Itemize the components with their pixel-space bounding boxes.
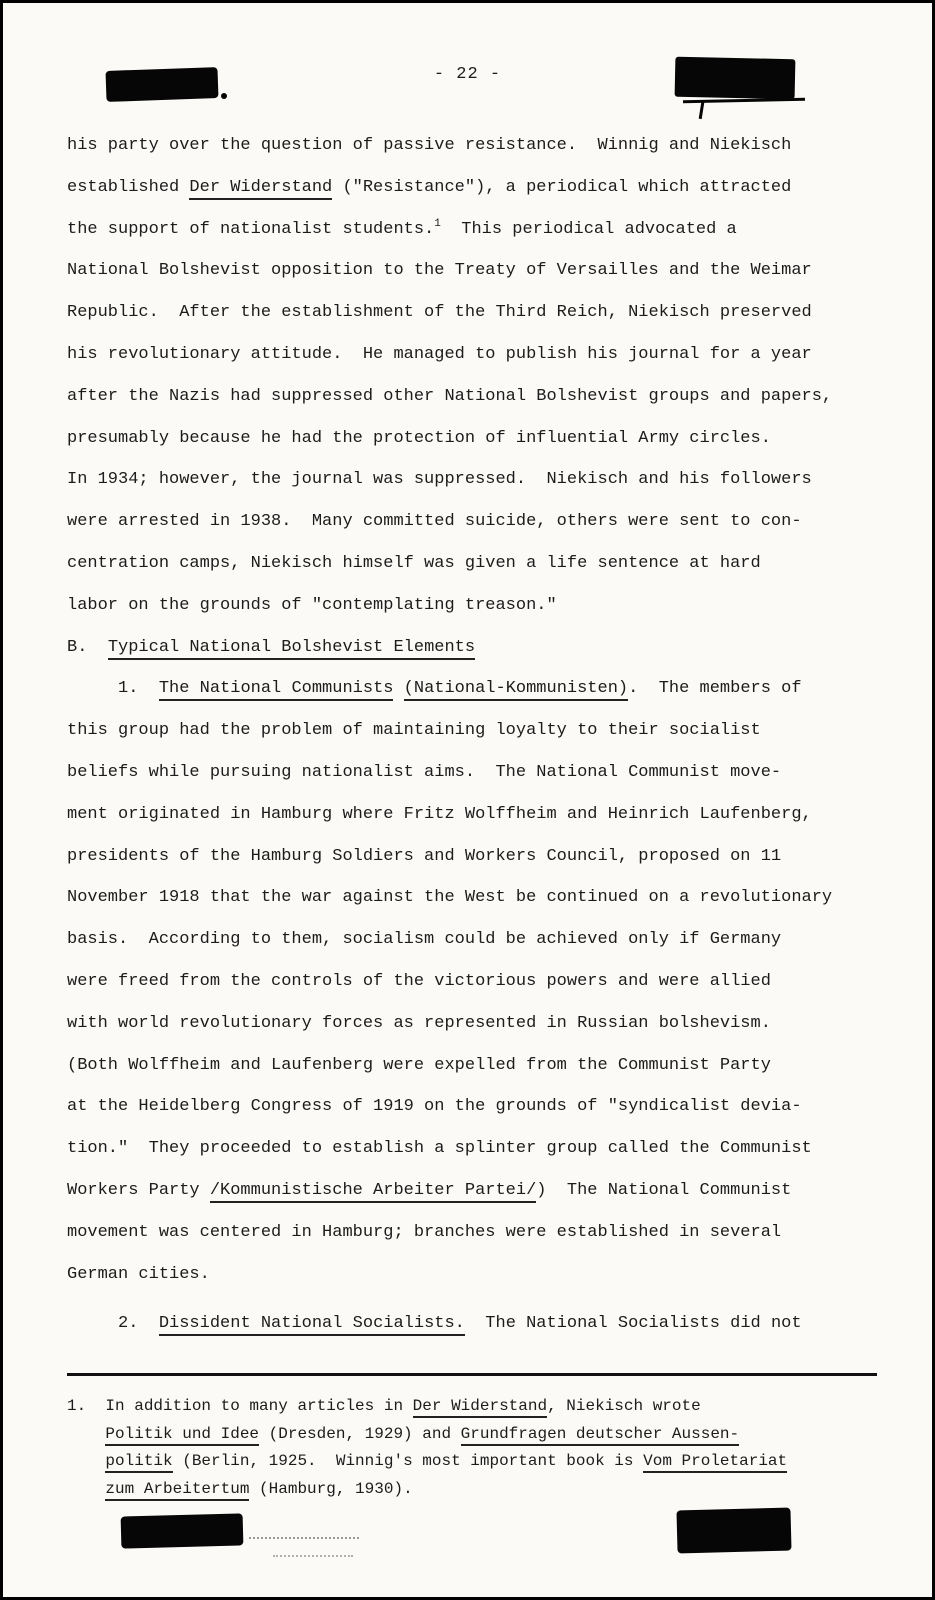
text-segment: movement was centered in Hamburg; branches were established in several — [67, 1222, 782, 1242]
text-segment — [67, 1480, 105, 1498]
text-line — [67, 1128, 883, 1170]
text-segment: basis. According to them, socialism could be achieved only if Germany — [67, 930, 782, 950]
text-line — [67, 501, 883, 543]
underlined-text: zum Arbeitertum — [105, 1480, 249, 1501]
text-line — [67, 292, 883, 334]
text-segment: (Hamburg, 1930). — [249, 1479, 413, 1498]
text-line — [67, 1086, 883, 1128]
text-line — [67, 1476, 887, 1504]
text-segment: 1. — [67, 679, 159, 699]
text-segment: tion." They proceeded to establish a splinter group called the Communist — [67, 1139, 812, 1159]
text-segment: at the Heidelberg Congress of 1919 on the grounds of "syndicalist devia- — [67, 1097, 802, 1117]
text-segment: beliefs while pursuing nationalist aims. The National Communist move- — [67, 762, 782, 782]
redaction-mark-bottom-right — [676, 1508, 791, 1554]
scan-noise — [273, 1555, 353, 1557]
redaction-tail-top-right — [699, 102, 705, 119]
footnote-block — [67, 1393, 887, 1503]
text-line — [67, 836, 883, 878]
text-line — [67, 794, 883, 836]
underlined-text: Grundfragen deutscher Aussen- — [461, 1425, 739, 1446]
text-segment: ment originated in Hamburg where Fritz Wolffheim and Heinrich Laufenberg, — [67, 804, 812, 824]
text-segment: were freed from the controls of the victorious powers and were allied — [67, 971, 771, 991]
text-line — [67, 919, 883, 961]
text-line — [67, 125, 883, 167]
text-segment: after the Nazis had suppressed other National Bolshevist groups and papers, — [67, 386, 833, 406]
text-line — [67, 167, 883, 209]
document-body — [67, 125, 883, 1345]
text-segment: In 1934; however, the journal was suppressed. Niekisch and his followers — [67, 470, 812, 490]
text-segment: , Niekisch wrote — [547, 1397, 701, 1415]
text-line — [67, 1212, 883, 1254]
text-segment: Republic. After the establishment of the Third Reich, Niekisch preserved — [67, 303, 812, 323]
text-segment: November 1918 that the war against the West be continued on a revolutionary — [67, 888, 833, 908]
text-line — [67, 250, 883, 292]
text-segment: ) The National Communist — [536, 1180, 792, 1200]
text-segment: . The members of — [628, 679, 802, 699]
text-line — [67, 1254, 883, 1296]
text-line — [67, 1448, 887, 1476]
text-line — [67, 877, 883, 919]
text-line — [67, 376, 883, 418]
underlined-text: Der Widerstand — [189, 178, 332, 200]
redaction-dot-top-left — [221, 93, 227, 99]
text-line — [67, 1003, 883, 1045]
text-segment — [67, 1452, 105, 1470]
text-segment: presidents of the Hamburg Soldiers and Workers Council, proposed on 11 — [67, 846, 782, 866]
text-segment: the support of nationalist students. — [67, 219, 435, 239]
page-number: - 22 - — [433, 65, 502, 84]
text-line — [67, 543, 883, 585]
text-segment: labor on the grounds of "contemplating treason." — [67, 595, 557, 615]
underlined-text: The National Communists — [159, 679, 394, 701]
text-line — [67, 1170, 883, 1212]
text-line — [67, 459, 883, 501]
text-segment: centration camps, Niekisch himself was given a life sentence at hard — [67, 553, 761, 573]
scan-noise — [249, 1537, 359, 1539]
text-segment: The National Socialists did not — [464, 1314, 802, 1334]
underlined-text: Politik und Idee — [105, 1425, 259, 1446]
underlined-text: Dissident National Socialists. — [159, 1314, 465, 1336]
text-segment: National Bolshevist opposition to the Treaty of Versailles and the Weimar — [67, 261, 812, 281]
text-line — [67, 1393, 887, 1421]
underlined-text: Der Widerstand — [413, 1397, 547, 1418]
text-line — [67, 209, 883, 251]
underlined-text: /Kommunistische Arbeiter Partei/ — [210, 1181, 536, 1203]
text-segment: German cities. — [67, 1264, 210, 1284]
text-segment: ("Resistance"), a periodical which attracted — [332, 177, 792, 197]
text-line — [67, 961, 883, 1003]
text-segment: (Berlin, 1925. Winnig's most important book is — [172, 1452, 644, 1470]
text-segment: with world revolutionary forces as represented in Russian bolshevism. — [67, 1013, 771, 1033]
redaction-mark-bottom-left — [121, 1513, 244, 1548]
text-line — [67, 668, 883, 710]
text-line — [67, 1303, 883, 1345]
text-line — [67, 627, 883, 669]
text-segment: his revolutionary attitude. He managed to publish his journal for a year — [67, 344, 812, 364]
text-segment: this group had the problem of maintaining loyalty to their socialist — [67, 721, 761, 741]
text-line — [67, 1421, 887, 1449]
text-line — [67, 418, 883, 460]
text-segment: B. — [67, 637, 108, 657]
footnote-separator — [67, 1373, 877, 1376]
text-line — [67, 1045, 883, 1087]
text-segment: This periodical advocated a — [440, 219, 737, 239]
text-segment: (Dresden, 1929) and — [259, 1424, 461, 1443]
text-segment: were arrested in 1938. Many committed suicide, others were sent to con- — [67, 512, 802, 532]
text-segment: established — [67, 177, 190, 197]
underlined-text: Vom Proletariat — [643, 1452, 787, 1473]
text-segment: (Both Wolffheim and Laufenberg were expelled from the Communist Party — [67, 1055, 771, 1075]
footnote-reference: 1 — [434, 217, 441, 230]
underlined-text: Typical National Bolshevist Elements — [108, 638, 475, 660]
text-segment: 2. — [67, 1314, 159, 1334]
underlined-text: politik — [105, 1452, 172, 1473]
text-segment — [393, 679, 403, 698]
text-line — [67, 710, 883, 752]
text-line — [67, 752, 883, 794]
text-line — [67, 334, 883, 376]
underlined-text: (National-Kommunisten) — [404, 679, 628, 701]
text-segment: Workers Party — [67, 1180, 210, 1200]
text-segment: his party over the question of passive resistance. Winnig and Niekisch — [67, 136, 792, 155]
text-segment: presumably because he had the protection of influential Army circles. — [67, 428, 771, 448]
text-segment: 1. In addition to many articles in — [67, 1397, 413, 1415]
text-line — [67, 585, 883, 627]
text-segment — [67, 1425, 105, 1443]
